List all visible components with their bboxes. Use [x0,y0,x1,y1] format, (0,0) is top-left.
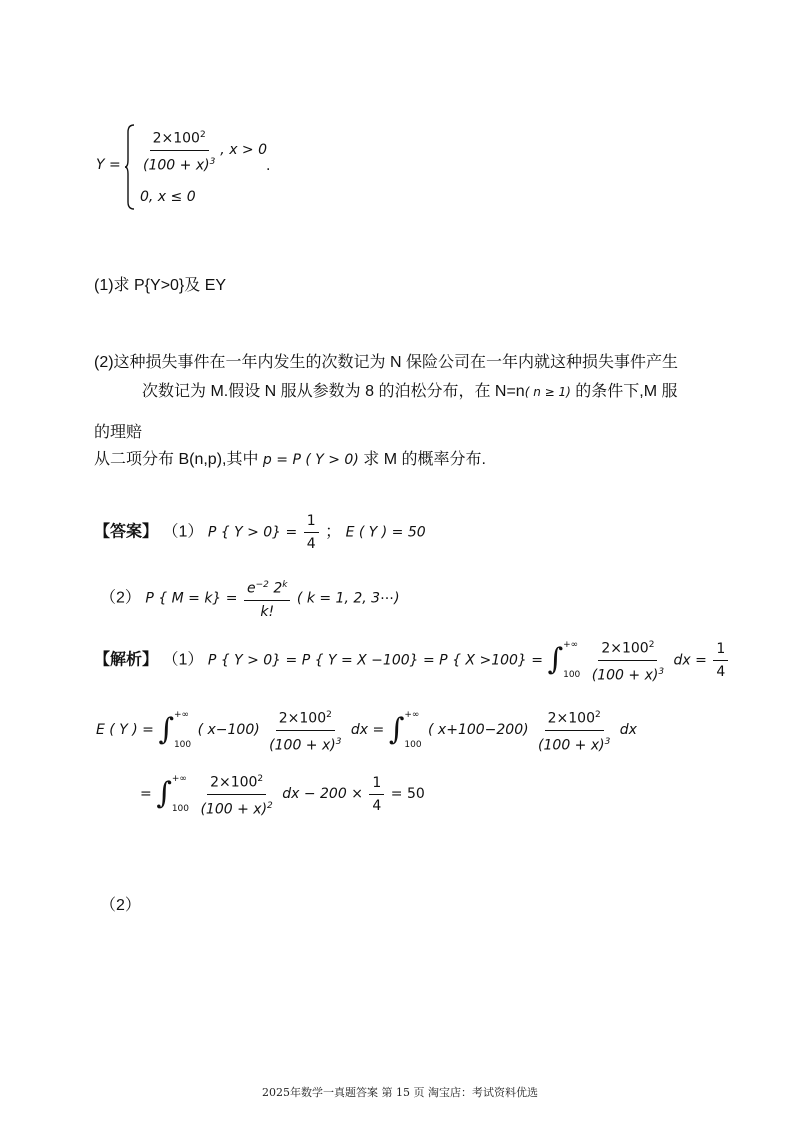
answer-part2: （2） P { M = k} = $\frac{e^{-2} 2^k}{k!}$ ( k = 1, 2, 3⋯) [100,576,400,621]
page-footer: 2025年数学一真题答案 第 15 页 淘宝店：考试资料优选 [262,1086,538,1099]
analysis-part1: 【解析】 （1） P { Y > 0} = P { Y = X −100} = P { X >100} = ∫ +∞ 100 $\frac{2\times 100^2}{(100 + x)^3}$ dx = $\frac{1}{4}$ [94,636,730,684]
analysis-label: 【解析】 [94,651,159,669]
piecewise-tail: . [266,158,271,174]
answer-label: 【答案】 [94,523,159,541]
question-2-line3: 的理赔 [94,424,143,441]
piecewise-lhs: Y = [96,157,121,173]
analysis-ey-line: E ( Y ) = ∫ +∞ 100 ( x−100) $\frac{2\times 100^2}{(100 + x)^3}$ dx = ∫ +∞ 100 ( x+100−200) $\frac{2\times 100^2}{(100 + x)^3}$ dx [96,706,637,754]
answer-part1: 【答案】 （1） P { Y > 0} = $\frac{1}{4}$ ； E ( Y ) = 50 [94,513,426,552]
analysis-part2: （2） [100,897,141,914]
analysis-ey-result: = ∫ +∞ 100 $\frac{2\times 100^2}{(100 + x)^2}$ dx − 200 × $\frac{1}{4}$ = 50 [140,770,425,818]
question-1: (1)求 P{Y>0}及 EY [94,277,227,294]
question-2-line4: 从二项分布 B(n,p),其中 p = P ( Y > 0) 求 M 的概率分布. [94,451,486,468]
question-2-line1: (2)这种损失事件在一年内发生的次数记为 N 保险公司在一年内就这种损失事件产生 [94,354,679,371]
question-2-line2: 次数记为 M.假设 N 服从参数为 8 的泊松分布，在 N=n( n ≥ 1) 的条件下,M 服 [142,383,678,400]
piecewise-case2: 0, x ≤ 0 [140,189,196,205]
left-brace [124,124,136,210]
piecewise-case1: $\frac{2\times 100^2}{(100 + x)^3}$ , x > 0 [138,126,267,174]
